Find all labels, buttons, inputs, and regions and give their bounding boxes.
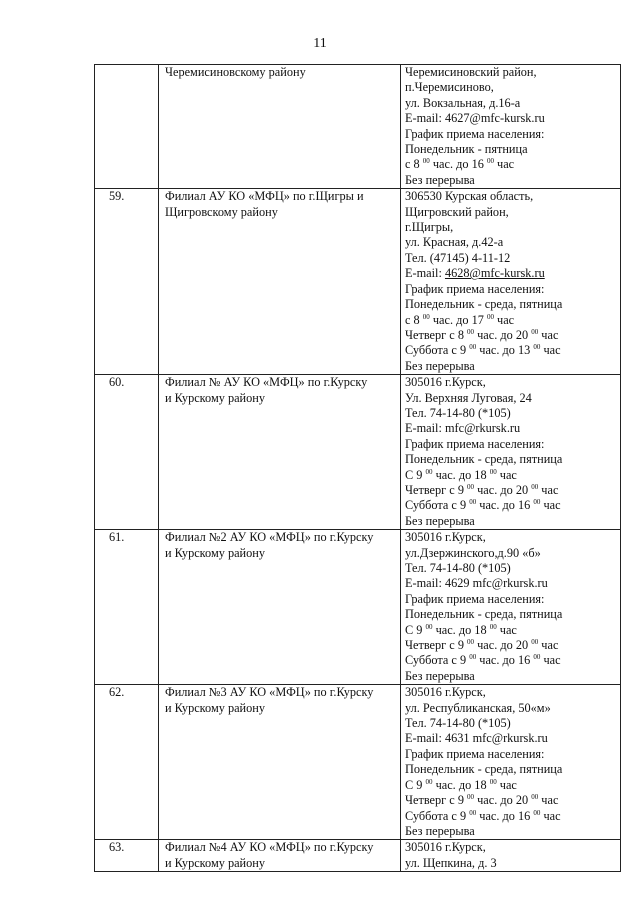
contact-line [405,685,617,700]
branch-contact-cell [401,530,621,685]
contact-line [405,747,617,762]
branch-name-cell [159,189,401,375]
contact-line [405,546,617,561]
row-number: 61. [95,530,159,685]
branch-name-line: и Курскому району [165,700,266,715]
contact-line [405,282,617,297]
contact-text: час [538,327,559,342]
contact-line [405,297,617,312]
contact-line [405,561,617,576]
contact-text: Четверг с 9 [405,482,468,497]
table-row [95,530,621,685]
contact-line [405,220,617,235]
contact-line [405,809,617,824]
contact-line [405,607,617,622]
contact-text: График приема населения: [405,436,545,451]
contact-text: ул. Вокзальная, д.16-а [405,95,521,110]
contact-text: E-mail: 4631 mfc@rkursk.ru [405,731,548,746]
time-minutes-superscript: 00 [469,808,477,817]
contact-text: час [538,638,559,653]
contact-text: 305016 г.Курск, [405,840,486,855]
contact-line [405,65,617,80]
contact-text: Тел. 74-14-80 (*105) [405,561,511,575]
branch-name-line: и Курскому району [165,545,266,560]
contact-line [405,840,617,855]
contact-line [405,235,617,250]
contact-text: Щигровский район, [405,204,509,219]
contact-text: Без перерыва [405,668,475,683]
contact-line [405,638,617,653]
time-minutes-superscript: 00 [489,467,497,476]
branch-name-line: Филиал №4 АУ КО «МФЦ» по г.Курску [165,840,374,855]
time-minutes-superscript: 00 [489,622,497,631]
time-minutes-superscript: 00 [425,777,433,786]
time-minutes-superscript: 00 [533,653,541,662]
time-minutes-superscript: 00 [469,653,477,662]
contact-text: 305016 г.Курск, [405,530,486,545]
time-minutes-superscript: 00 [486,312,494,321]
contact-line [405,824,617,839]
contact-text: Без перерыва [405,172,475,187]
time-minutes-superscript: 00 [531,793,539,802]
contact-text: E-mail: 4629 mfc@rkursk.ru [405,576,548,591]
contact-line [405,80,617,95]
branch-contact-cell [401,189,621,375]
contact-text: час. до 20 [474,327,532,342]
contact-text: час [496,467,517,482]
time-minutes-superscript: 00 [467,793,475,802]
contact-line [405,669,617,684]
contact-text: Без перерыва [405,358,475,373]
table-row [95,375,621,530]
contact-text: Четверг с 9 [405,793,468,808]
contact-text: час. до 16 [429,157,487,172]
contact-text: Тел. (47145) 4-11-12 [405,250,511,265]
contact-text: Понедельник - среда, пятница [405,607,563,622]
row-number [95,65,159,189]
table-row [95,685,621,840]
contact-line [405,173,617,188]
contact-line [405,793,617,808]
contact-line [405,623,617,638]
branch-contact-cell [401,65,621,189]
contact-line [405,375,617,390]
contact-text: час [496,622,517,637]
contact-line [405,498,617,513]
contact-text: ул. Красная, д.42-а [405,235,504,250]
contact-text: E-mail: [405,266,445,281]
contact-line [405,483,617,498]
time-minutes-superscript: 00 [425,622,433,631]
contact-text: Понедельник - среда, пятница [405,452,563,467]
contact-text: График приема населения: [405,746,545,761]
contact-line [405,251,617,266]
time-minutes-superscript: 00 [533,498,541,507]
contact-line [405,437,617,452]
contact-text: час [540,808,561,823]
contact-text: График приема населения: [405,591,545,606]
time-minutes-superscript: 00 [489,777,497,786]
branch-name-line: Филиал АУ КО «МФЦ» по г.Щигры и [165,189,364,204]
branches-table [94,64,621,872]
contact-line [405,142,617,157]
branch-name-line: и Курскому району [165,855,266,870]
contact-text: час. до 16 [476,808,534,823]
branch-name-line: Щигровскому району [165,204,278,219]
branch-name-cell [159,65,401,189]
contact-text: Понедельник - среда, пятница [405,297,563,312]
contact-text: час. до 18 [432,467,490,482]
contact-text: Суббота с 9 [405,653,470,668]
contact-text: г.Щигры, [405,220,454,235]
branch-name-cell [159,530,401,685]
time-minutes-superscript: 00 [531,482,539,491]
contact-text: E-mail: 4627@mfc-kursk.ru [405,111,545,126]
contact-text: Тел. 74-14-80 (*105) [405,405,511,420]
contact-line [405,157,617,172]
branch-contact-cell [401,375,621,530]
time-minutes-superscript: 00 [531,638,539,647]
contact-line [405,266,617,281]
email-link: 4628@mfc-kursk.ru [444,266,545,281]
branch-name-cell [159,840,401,872]
contact-text: Ул. Верхняя Луговая, 24 [405,390,532,405]
time-minutes-superscript: 00 [467,482,475,491]
contact-text: час. до 17 [429,312,487,327]
contact-text: час. до 20 [474,793,532,808]
contact-text: час [538,793,559,808]
contact-text: С 9 [405,467,426,482]
contact-text: Понедельник - пятница [405,142,528,157]
time-minutes-superscript: 00 [533,343,541,352]
contact-text: ул.Дзержинского,д.90 «б» [405,545,541,560]
contact-text: Тел. 74-14-80 (*105) [405,716,511,731]
contact-line [405,205,617,220]
contact-text: ул. Республиканская, 50«м» [405,700,551,715]
branch-name-line: Филиал № АУ КО «МФЦ» по г.Курску [165,375,368,390]
contact-text: час [540,653,561,668]
contact-line [405,514,617,529]
branch-contact-cell [401,840,621,872]
contact-line [405,452,617,467]
contact-line [405,716,617,731]
page-number: 11 [313,36,327,51]
branch-name-line: и Курскому району [165,390,266,405]
contact-line [405,576,617,591]
contact-text: E-mail: mfc@rkursk.ru [405,421,521,436]
contact-text: час. до 18 [432,777,490,792]
row-number: 60. [95,375,159,530]
contact-line [405,406,617,421]
contact-text: 305016 г.Курск, [405,685,486,700]
contact-line [405,592,617,607]
contact-text: Черемисиновский район, [405,65,537,79]
contact-line [405,762,617,777]
contact-text: Четверг с 8 [405,327,468,342]
contact-text: Суббота с 9 [405,808,470,823]
time-minutes-superscript: 00 [469,498,477,507]
contact-line [405,313,617,328]
contact-text: Без перерыва [405,823,475,838]
contact-text: Понедельник - среда, пятница [405,762,563,777]
contact-text: час. до 18 [432,622,490,637]
contact-text: ул. Щепкина, д. 3 [405,855,497,870]
branch-name-line: Черемисиновскому району [165,65,306,79]
contact-text: час. до 13 [476,343,534,358]
contact-text: п.Черемисиново, [405,80,494,95]
row-number: 59. [95,189,159,375]
contact-text: час. до 16 [476,498,534,513]
time-minutes-superscript: 00 [422,312,430,321]
contact-line [405,468,617,483]
contact-text: Суббота с 9 [405,498,470,513]
contact-text: час [540,498,561,513]
branch-contact-cell [401,685,621,840]
contact-text: час [493,312,515,327]
contact-line [405,359,617,374]
contact-line [405,96,617,111]
contact-line [405,731,617,746]
time-minutes-superscript: 00 [486,157,494,166]
branch-name-line: Филиал №3 АУ КО «МФЦ» по г.Курску [165,685,374,700]
contact-line [405,343,617,358]
contact-line [405,778,617,793]
contact-text: час [538,482,559,497]
branches-table-body [95,65,621,872]
time-minutes-superscript: 00 [469,343,477,352]
contact-line [405,530,617,545]
time-minutes-superscript: 00 [533,808,541,817]
contact-text: час [496,777,517,792]
time-minutes-superscript: 00 [467,327,475,336]
contact-line [405,701,617,716]
contact-text: График приема населения: [405,281,545,296]
contact-text: Суббота с 9 [405,343,470,358]
contact-text: час [540,343,561,358]
contact-text: С 9 [405,622,426,637]
contact-text: час. до 20 [474,482,532,497]
contact-line [405,856,617,871]
contact-line [405,111,617,126]
contact-text: Четверг с 9 [405,638,468,653]
row-number: 62. [95,685,159,840]
contact-line [405,127,617,142]
table-row [95,840,621,872]
contact-text: С 9 [405,777,426,792]
table-row [95,65,621,189]
contact-text: График приема населения: [405,126,545,141]
contact-text: час. до 20 [474,638,532,653]
contact-text: с 8 [405,312,423,327]
time-minutes-superscript: 00 [425,467,433,476]
contact-text: Без перерыва [405,513,475,528]
contact-line [405,653,617,668]
time-minutes-superscript: 00 [467,638,475,647]
contact-text: 305016 г.Курск, [405,375,486,390]
contact-line [405,328,617,343]
contact-text: час. до 16 [476,653,534,668]
time-minutes-superscript: 00 [531,327,539,336]
branch-name-cell [159,375,401,530]
contact-text: час [493,157,515,172]
contact-line [405,421,617,436]
contact-text: 306530 Курская область, [405,189,534,204]
contact-text: с 8 [405,157,423,172]
branch-name-cell [159,685,401,840]
contact-line [405,189,617,204]
contact-line [405,391,617,406]
row-number: 63. [95,840,159,872]
time-minutes-superscript: 00 [422,157,430,166]
table-row [95,189,621,375]
branch-name-line: Филиал №2 АУ КО «МФЦ» по г.Курску [165,530,374,545]
